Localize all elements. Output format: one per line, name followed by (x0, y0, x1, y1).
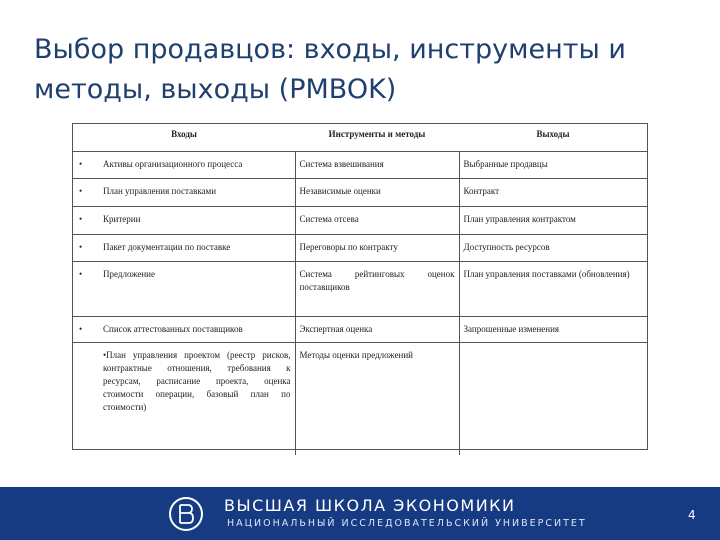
tools-cell: Система рейтинговых оценок поставщиков (295, 262, 459, 317)
bullet: • (73, 317, 99, 343)
input-cell: Предложение (99, 262, 295, 317)
page-number: 4 (688, 508, 696, 522)
procurement-table (72, 123, 648, 450)
input-cell: Пакет документации по поставке (99, 235, 295, 262)
tools-cell: Система отсева (295, 207, 459, 235)
bullet: • (73, 262, 99, 317)
output-cell: Выбранные продавцы (459, 152, 647, 179)
header-inputs: Входы (171, 129, 197, 139)
input-cell: Список аттестованных поставщиков (99, 317, 295, 343)
bullet: • (73, 179, 99, 207)
table-row (73, 343, 647, 455)
bullet: • (73, 152, 99, 179)
tools-cell: Независимые оценки (295, 179, 459, 207)
table-row (73, 235, 647, 262)
table-row (73, 317, 647, 343)
header-tools: Инструменты и методы (328, 129, 426, 139)
output-cell: Запрошенные изменения (459, 317, 647, 343)
output-cell: План управления контрактом (459, 207, 647, 235)
table-row (73, 207, 647, 235)
output-cell: План управления поставками (обновления) (459, 262, 647, 317)
input-cell: •План управления проектом (реестр рисков, контрактные отношения, требования к ресурсам, расписание проекта, оценка стоимости операции, базовый план по стоимости) (99, 343, 295, 455)
bullet: • (73, 235, 99, 262)
input-cell: План управления поставками (99, 179, 295, 207)
output-cell: Контракт (459, 179, 647, 207)
header-outputs: Выходы (536, 129, 570, 139)
slide-title: Выбор продавцов: входы, инструменты и методы, выходы (PMBOK) (34, 34, 626, 105)
table-header-row (73, 124, 647, 152)
bullet: • (73, 207, 99, 235)
table-row (73, 262, 647, 317)
table-row (73, 179, 647, 207)
tools-cell: Переговоры по контракту (295, 235, 459, 262)
tools-cell: Методы оценки предложений (295, 343, 459, 455)
tools-cell: Экспертная оценка (295, 317, 459, 343)
university-name: ВЫСШАЯ ШКОЛА ЭКОНОМИКИ (224, 496, 516, 515)
output-cell: Доступность ресурсов (459, 235, 647, 262)
input-cell: Критерии (99, 207, 295, 235)
table-row (73, 152, 647, 179)
input-cell: Активы организационного процесса (99, 152, 295, 179)
output-cell (459, 343, 647, 455)
university-subtitle: НАЦИОНАЛЬНЫЙ ИССЛЕДОВАТЕЛЬСКИЙ УНИВЕРСИТЕТ (227, 518, 587, 529)
hse-logo-icon (168, 496, 204, 532)
tools-cell: Система взвешивания (295, 152, 459, 179)
